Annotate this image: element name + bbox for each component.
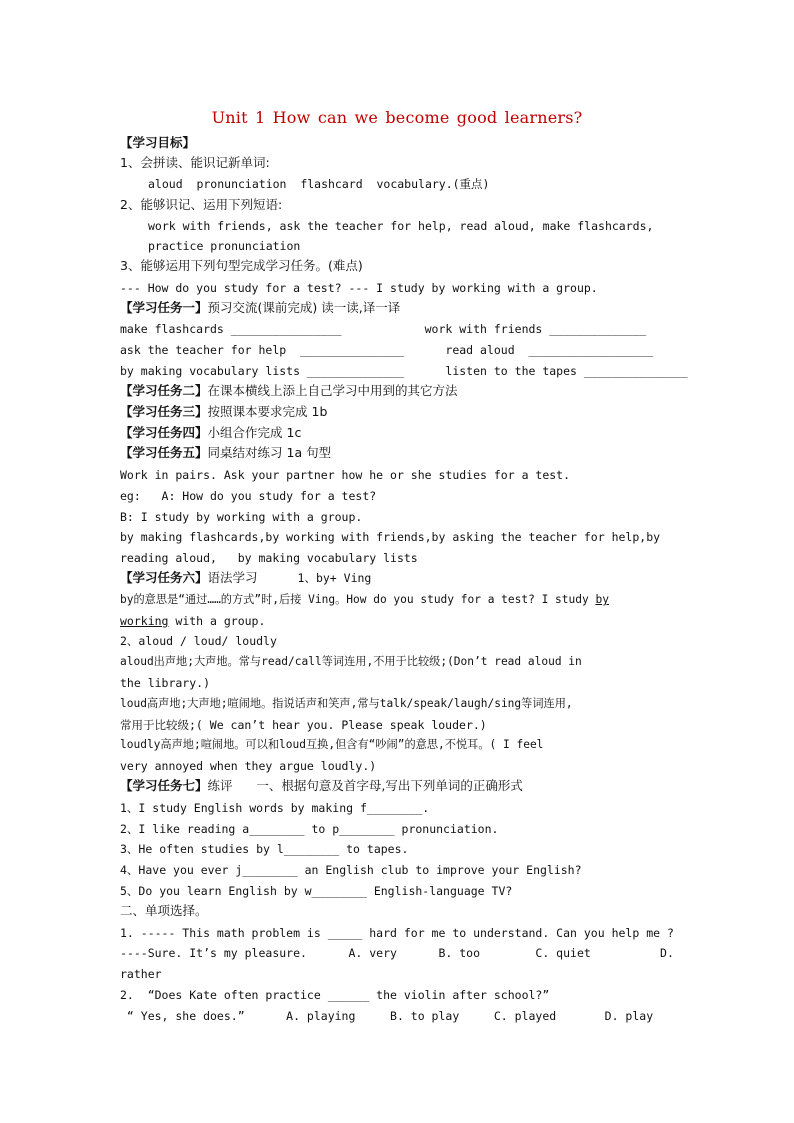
choice-question-2: 2. “Does Kate often practice ______ the violin after school?”	[120, 988, 550, 1002]
pair-work-instruction: Work in pairs. Ask your partner how he or she studies for a test.	[120, 468, 571, 482]
task-3-text: 按照课本要求完成 1b	[207, 404, 328, 419]
task-5-label: 【学习任务五】	[120, 445, 208, 460]
choice-question-1: 1. ----- This math problem is _____ hard for me to understand. Can you help me ?	[120, 926, 674, 940]
by-explanation	[120, 592, 609, 608]
exercise-1-5: 5、Do you learn English by w________ English-language TV?	[120, 884, 513, 898]
task-4-heading	[120, 425, 301, 441]
task-3-label: 【学习任务三】	[120, 404, 208, 419]
aloud-explanation: aloud出声地;大声地。常与read/call等词连用,不用于比较级;(Don’t read aloud in	[120, 655, 582, 668]
task-4-text: 小组合作完成 1c	[207, 425, 302, 440]
loudly-explanation-cont: very annoyed when they argue loudly.)	[120, 759, 377, 773]
working-underlined: working	[120, 614, 169, 628]
example-answer: B: I study by working with a group.	[120, 510, 363, 524]
by-explanation-text: by的意思是“通过……的方式”时,后接 Ving。How do you study for a test? I study	[120, 593, 596, 606]
task-1-label: 【学习任务一】	[120, 300, 208, 315]
sentence-pattern: --- How do you study for a test? --- I study by working with a group.	[120, 281, 598, 295]
method-list: by making flashcards,by working with friends,by asking the teacher for help,by	[120, 530, 661, 544]
task-3-heading	[120, 404, 327, 420]
translate-row-1: make flashcards ________________ work with friends ______________	[120, 322, 647, 336]
by-example-tail: with a group.	[168, 614, 266, 628]
task-4-label: 【学习任务四】	[120, 425, 208, 440]
task-2-heading	[120, 383, 458, 399]
task-5-text: 同桌结对练习 1a 句型	[207, 445, 332, 460]
objective-3: 3、能够运用下列句型完成学习任务。(难点)	[120, 258, 363, 273]
task-6-point-1: 1、by+ Ving	[297, 571, 372, 585]
task-2-label: 【学习任务二】	[120, 383, 208, 398]
loud-explanation-cont: 常用于比较级;( We can’t hear you. Please speak louder.)	[120, 718, 487, 732]
section-2-heading: 二、单项选择。	[120, 903, 208, 918]
objective-2: 2、能够识记、运用下列短语:	[120, 197, 283, 212]
exercise-1-1: 1、I study English words by making f________.	[120, 801, 430, 815]
translate-row-3: by making vocabulary lists ______________ listen to the tapes _______________	[120, 364, 688, 378]
exercise-1-3: 3、He often studies by l________ to tapes.	[120, 842, 409, 856]
task-2-text: 在课本横线上添上自己学习中用到的其它方法	[207, 383, 458, 398]
grammar-point-2: 2、aloud / loud/ loudly	[120, 634, 277, 648]
loudly-explanation: loudly高声地;喧闹地。可以和loud互换,但含有“吵闹”的意思,不悦耳。( I feel	[120, 738, 544, 751]
page-title: Unit 1 How can we become good learners?	[211, 108, 583, 127]
exercise-1-2: 2、I like reading a________ to p________ pronunciation.	[120, 822, 499, 836]
method-list-cont: reading aloud, by making vocabulary lists	[120, 551, 418, 565]
task-6-label: 【学习任务六】	[120, 570, 208, 585]
objective-1: 1、会拼读、能识记新单词:	[120, 155, 270, 170]
task-7-label: 【学习任务七】	[120, 778, 208, 793]
task-7-text: 练评 一、根据句意及首字母,写出下列单词的正确形式	[207, 778, 523, 793]
task-1-heading	[120, 300, 400, 316]
phrase-list-cont: practice pronunciation	[148, 239, 301, 253]
translate-row-2: ask the teacher for help _______________ read aloud __________________	[120, 343, 654, 357]
aloud-explanation-cont: the library.)	[120, 676, 211, 690]
task-1-text: 预习交流(课前完成) 读一读,译一译	[207, 300, 401, 315]
task-5-heading	[120, 445, 331, 461]
section-heading-objectives: 【学习目标】	[120, 135, 196, 150]
task-7-heading	[120, 778, 523, 794]
phrase-list: work with friends, ask the teacher for help, read aloud, make flashcards,	[148, 219, 654, 233]
vocabulary-list: aloud pronunciation flashcard vocabulary.(重点)	[148, 177, 490, 191]
loud-explanation: loud高声地;大声地;喧闹地。指说话声和笑声,常与talk/speak/laugh/sing等词连用,	[120, 697, 573, 710]
exercise-1-4: 4、Have you ever j________ an English club to improve your English?	[120, 863, 582, 877]
example-question: eg: A: How do you study for a test?	[120, 489, 377, 503]
choice-question-1-option-d: rather	[120, 967, 162, 981]
by-underlined: by	[595, 593, 609, 606]
choice-question-2-options: “ Yes, she does.” A. playing B. to play C. played D. play	[120, 1009, 654, 1023]
task-6-heading	[120, 570, 371, 586]
task-6-text: 语法学习	[207, 570, 258, 585]
by-example-end	[120, 613, 265, 629]
choice-question-1-options: ----Sure. It’s my pleasure. A. very B. too C. quiet D.	[120, 946, 674, 960]
